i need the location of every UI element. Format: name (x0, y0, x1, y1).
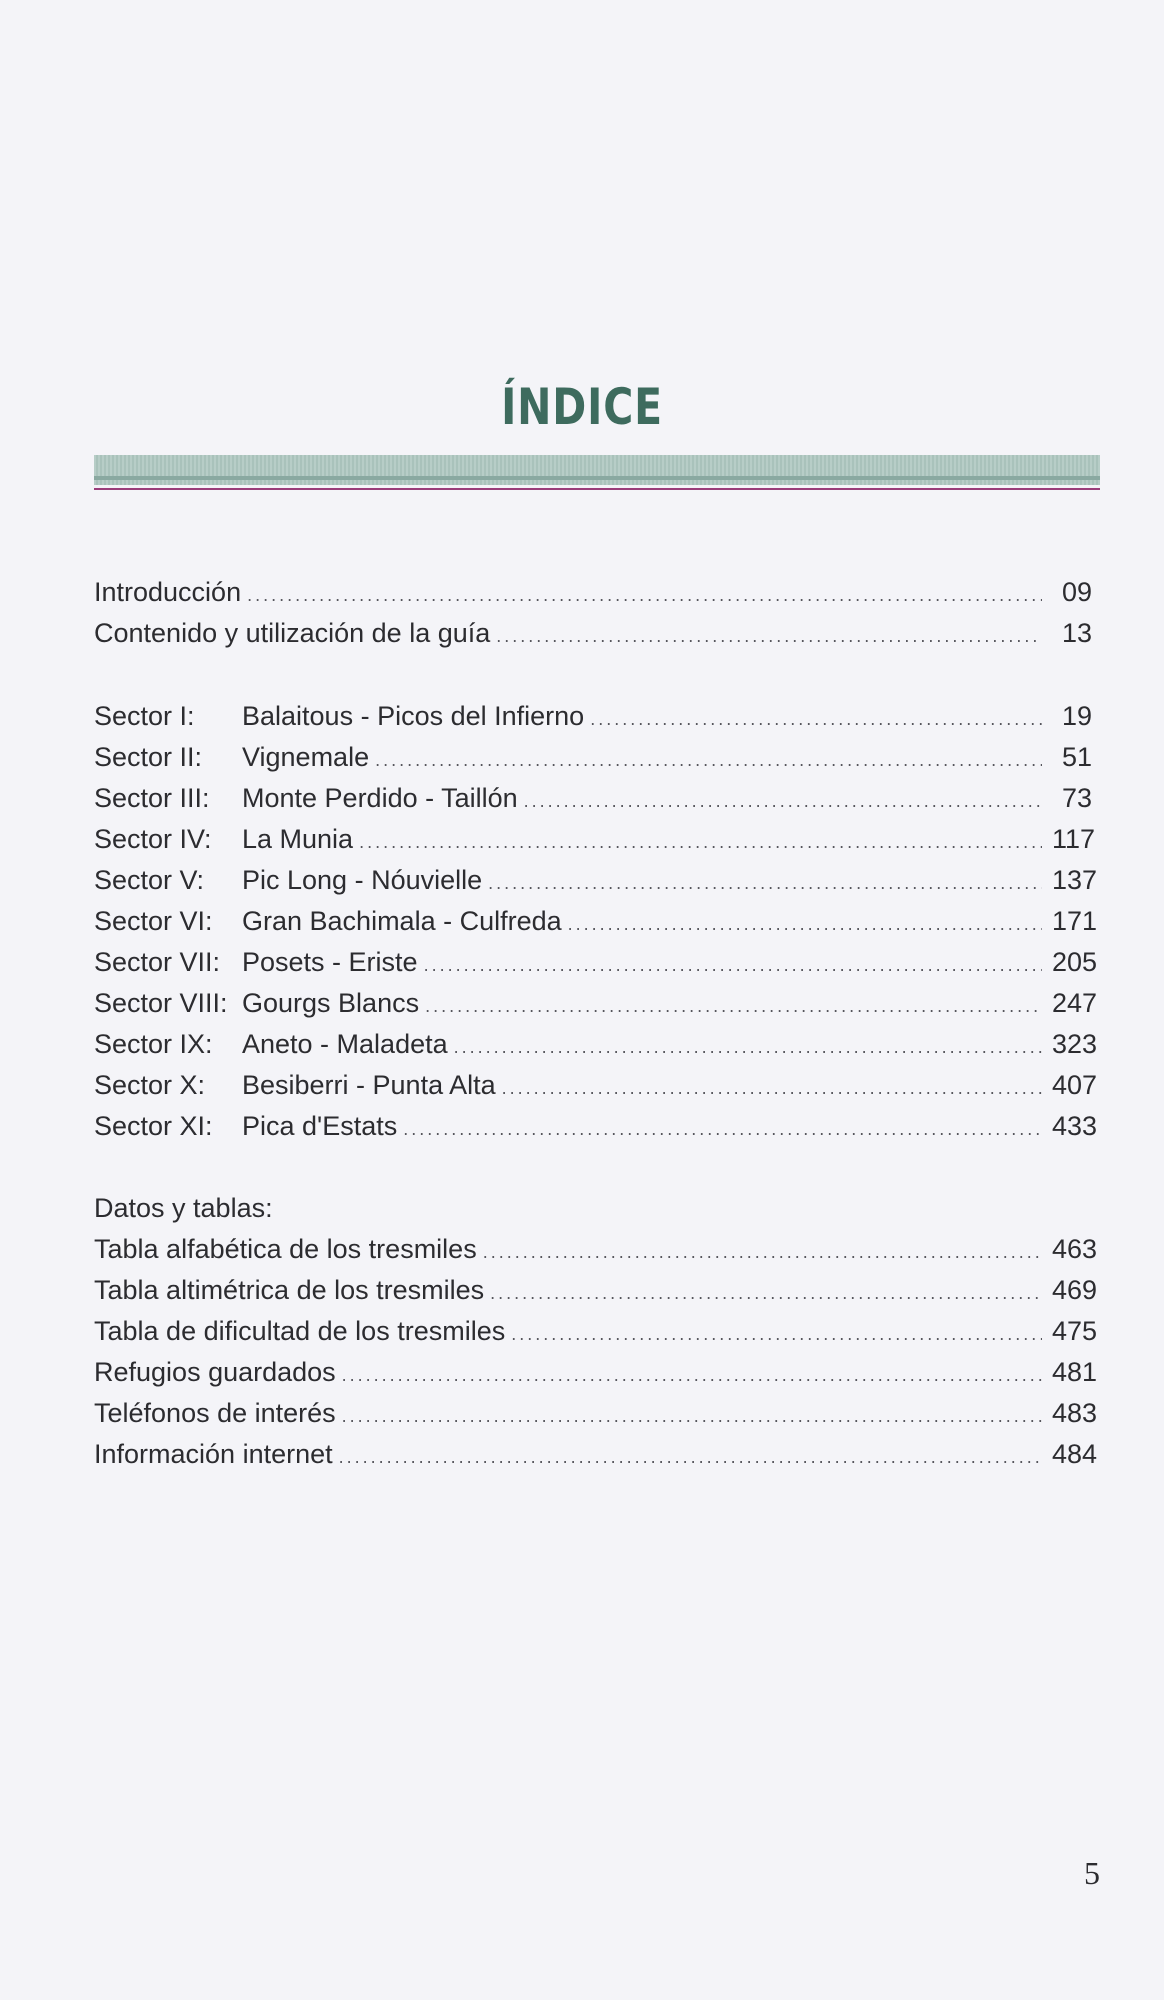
toc-sector-number: Sector IX: (94, 1029, 213, 1059)
page-number: 5 (1084, 1855, 1100, 1891)
dot-leader (490, 1273, 1042, 1313)
toc-sector-entry[interactable] (94, 983, 1098, 1023)
toc-sector-number: Sector V: (94, 865, 205, 895)
dot-leader (483, 1232, 1042, 1272)
toc-sector-number: Sector VI: (94, 906, 213, 936)
toc-sector-entry[interactable] (94, 1106, 1098, 1146)
toc-entry-page: 433 (1052, 1111, 1098, 1141)
toc-entry-label: Información internet (94, 1439, 333, 1469)
toc-sector-number: Sector VII: (94, 947, 221, 977)
toc-entry-page: 323 (1052, 1029, 1098, 1059)
toc-entry-page: 463 (1052, 1234, 1098, 1264)
toc-entry-label: Pic Long - Nóuvielle (242, 865, 483, 895)
toc-sector-number: Sector I: (94, 701, 195, 731)
dot-leader (568, 904, 1042, 944)
toc-sector-number: Sector VIII: (94, 988, 228, 1018)
dot-leader (359, 822, 1042, 862)
toc-entry-page: 483 (1052, 1398, 1098, 1428)
toc-entry-page: 475 (1052, 1316, 1098, 1346)
dot-leader (342, 1355, 1042, 1395)
toc-entry[interactable] (94, 572, 1092, 612)
toc-entry[interactable] (94, 1352, 1098, 1392)
page-title: ÍNDICE (501, 378, 663, 436)
dot-leader (375, 740, 1042, 780)
dot-leader (342, 1396, 1042, 1436)
toc-entry[interactable] (94, 1270, 1098, 1310)
toc-sector-entry[interactable] (94, 901, 1098, 941)
toc-entry-page: 205 (1052, 947, 1098, 977)
toc-entry-page: 247 (1052, 988, 1098, 1018)
toc-entry-page: 19 (1061, 701, 1092, 731)
toc-sector-entry[interactable] (94, 1065, 1098, 1105)
dot-leader (524, 781, 1042, 821)
toc-sector-number: Sector II: (94, 742, 203, 772)
toc-entry-label: Tabla alfabética de los tresmiles (94, 1234, 477, 1264)
toc-entry-page: 13 (1061, 618, 1092, 648)
toc-entry-page: 117 (1052, 824, 1096, 854)
toc-entry[interactable] (94, 613, 1092, 653)
toc-sector-entry[interactable] (94, 737, 1092, 777)
title-band (94, 455, 1100, 485)
toc-sector-entry[interactable] (94, 860, 1098, 900)
toc-entry-label: Teléfonos de interés (94, 1398, 336, 1428)
toc-sector-number: Sector XI: (94, 1111, 213, 1141)
toc-entry-label: Balaitous - Picos del Infierno (242, 701, 585, 731)
dot-leader (488, 863, 1042, 903)
toc-entry-label: Gran Bachimala - Culfreda (242, 906, 562, 936)
toc-entry-label: Posets - Eriste (242, 947, 418, 977)
dot-leader (247, 575, 1042, 615)
toc-entry-page: 481 (1052, 1357, 1098, 1387)
dot-leader (339, 1437, 1042, 1477)
toc-entry-page: 407 (1052, 1070, 1098, 1100)
toc-entry-page: 469 (1052, 1275, 1098, 1305)
toc-entry-label: La Munia (242, 824, 354, 854)
toc-sector-entry[interactable] (94, 942, 1098, 982)
toc-sector-entry[interactable] (94, 819, 1096, 859)
dot-leader (590, 699, 1042, 739)
toc-entry-label: Vignemale (242, 742, 370, 772)
toc-entry-label: Monte Perdido - Taillón (242, 783, 518, 813)
toc-entry[interactable] (94, 1311, 1098, 1351)
dot-leader (403, 1109, 1042, 1149)
toc-entry-label: Contenido y utilización de la guía (94, 618, 491, 648)
toc-entry-label: Refugios guardados (94, 1357, 336, 1387)
toc-sector-number: Sector IV: (94, 824, 212, 854)
toc-entry-label: Besiberri - Punta Alta (242, 1070, 496, 1100)
dot-leader (511, 1314, 1042, 1354)
toc-sector-number: Sector X: (94, 1070, 206, 1100)
toc-sector-number: Sector III: (94, 783, 210, 813)
toc-entry-label: Gourgs Blancs (242, 988, 420, 1018)
toc-entry-label: Aneto - Maladeta (242, 1029, 448, 1059)
toc-entry-page: 51 (1061, 742, 1092, 772)
toc-entry[interactable] (94, 1434, 1098, 1474)
toc-entry-page: 09 (1061, 577, 1092, 607)
title-rule (94, 476, 1100, 480)
data-section-heading: Datos y tablas: (94, 1193, 273, 1223)
dot-leader (424, 945, 1042, 985)
dot-leader (496, 616, 1042, 656)
toc-entry-label: Tabla altimétrica de los tresmiles (94, 1275, 485, 1305)
dot-leader (425, 986, 1042, 1026)
toc-entry-label: Pica d'Estats (242, 1111, 398, 1141)
toc-sector-entry[interactable] (94, 778, 1092, 818)
toc-entry-label: Introducción (94, 577, 242, 607)
toc-entry-label: Tabla de dificultad de los tresmiles (94, 1316, 506, 1346)
toc-entry[interactable] (94, 1393, 1098, 1433)
toc-entry-page: 484 (1052, 1439, 1098, 1469)
toc-entry-page: 73 (1061, 783, 1092, 813)
toc-sector-entry[interactable] (94, 1024, 1098, 1064)
toc-sector-entry[interactable] (94, 696, 1092, 736)
dot-leader (502, 1068, 1042, 1108)
toc-entry-page: 137 (1052, 865, 1098, 895)
toc-entry[interactable] (94, 1229, 1098, 1269)
dot-leader (454, 1027, 1042, 1067)
toc-entry-page: 171 (1052, 906, 1098, 936)
title-underline (94, 488, 1100, 490)
